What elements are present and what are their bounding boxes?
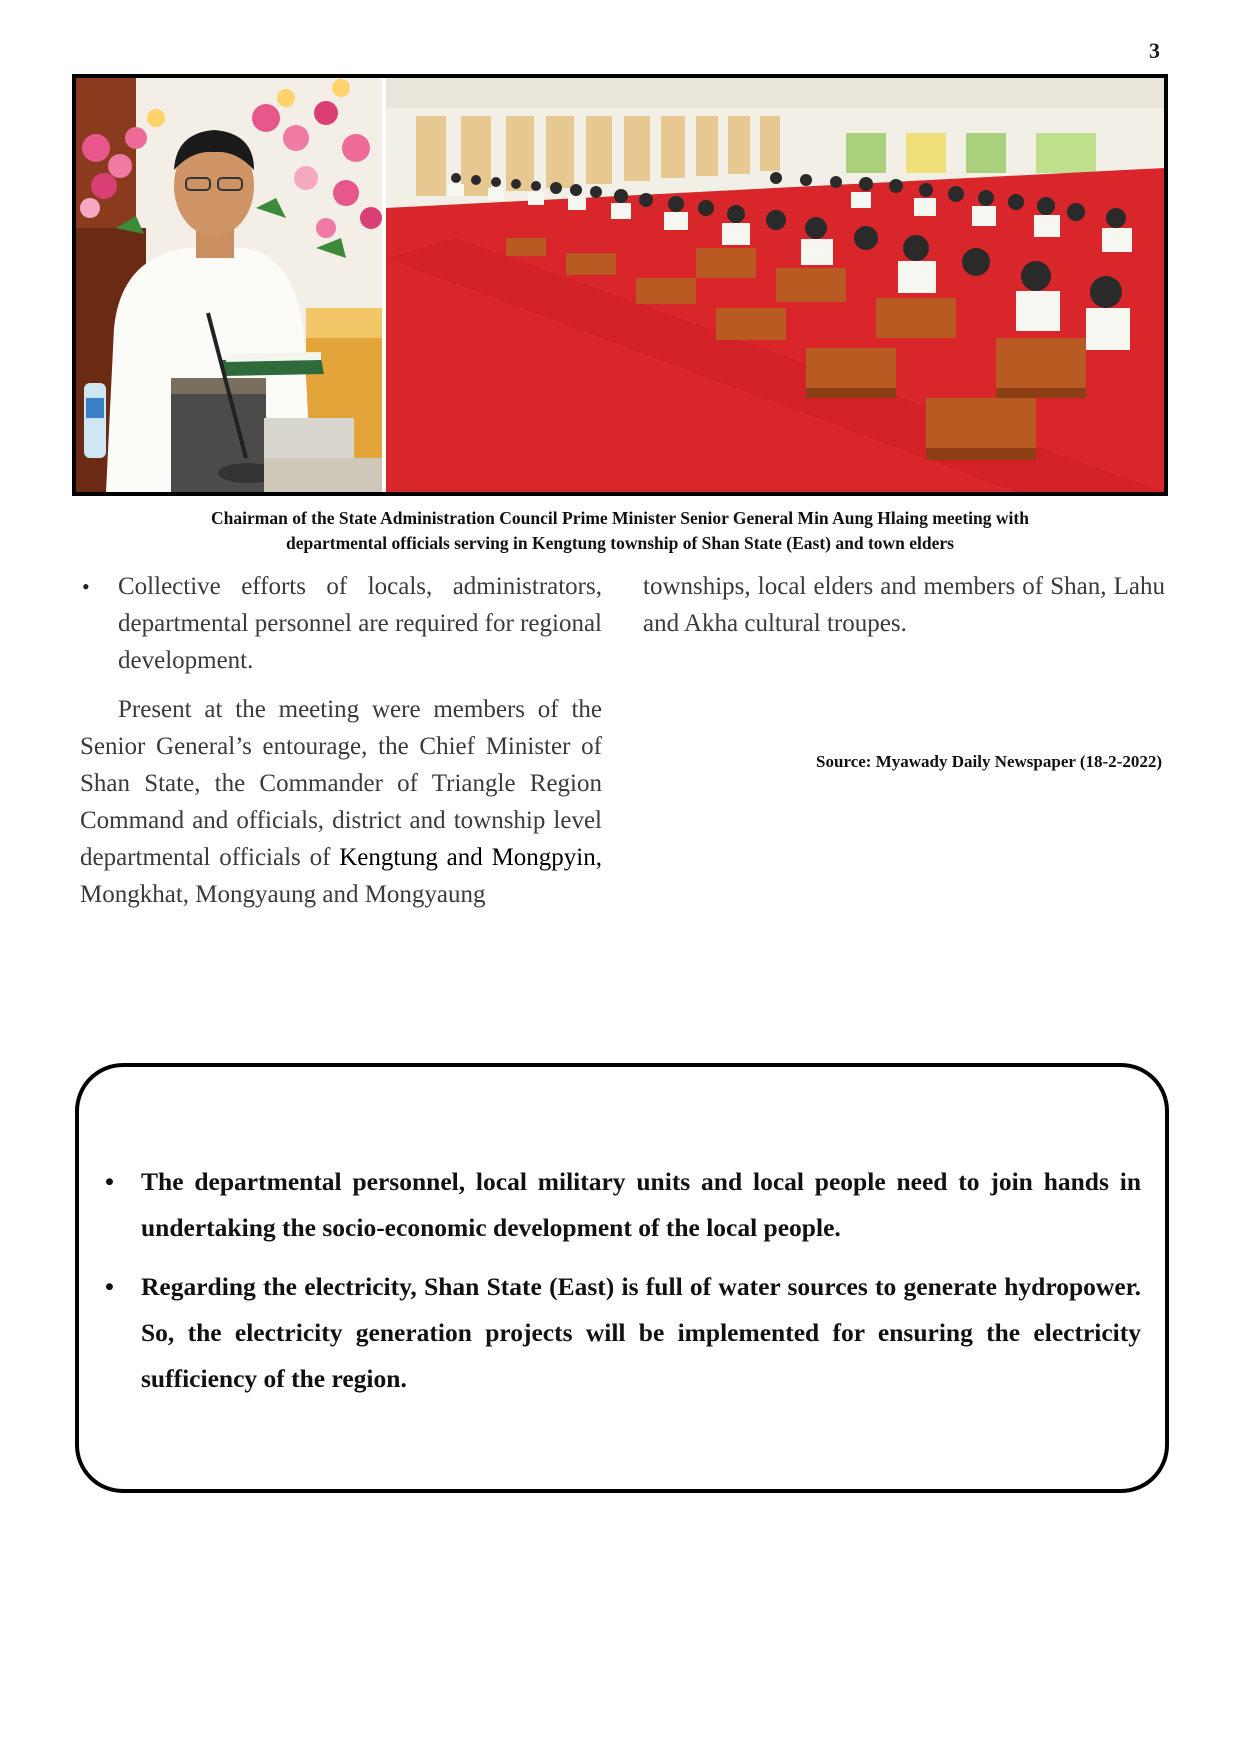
paragraph-left-tail: Mongkhat, Mongyaung and Mongyaung	[80, 881, 486, 908]
place-kengtung: Kengtung	[339, 844, 438, 871]
caption-line-1: Chairman of the State Administration Council Prime Minister Senior General Min Aung Hlaing meeting with	[211, 508, 1029, 528]
article-bullet-list	[80, 568, 602, 679]
highlight-list	[105, 1159, 1141, 1415]
article-column-left	[80, 568, 602, 913]
page-number: 3	[1149, 38, 1160, 63]
photo-right-panel	[386, 78, 1164, 492]
photo-left-panel	[76, 78, 382, 492]
article-paragraph	[80, 691, 602, 913]
place-mongpyin: Mongpyin,	[491, 844, 602, 871]
article-bullet: • Collective efforts of locals, administrators, departmental personnel are required for regional development.	[80, 568, 602, 679]
paragraph-continuation: townships, local elders and members of Shan, Lahu and Akha cultural troupes.	[643, 573, 1165, 637]
conj-and: and	[437, 844, 492, 871]
news-photo	[72, 74, 1168, 496]
source-credit: Source: Myawady Daily Newspaper (18-2-2022)	[816, 752, 1162, 771]
highlight-box	[75, 1063, 1169, 1493]
article-column-right	[643, 568, 1165, 642]
caption-line-2: departmental officials serving in Kengtung township of Shan State (East) and town elders	[286, 533, 954, 553]
photo-caption	[72, 506, 1168, 556]
highlight-item: • The departmental personnel, local military units and local people need to join hands in undertaking the socio-economic development of the local people.	[105, 1159, 1141, 1251]
paragraph-start: Present at the meeting were members of the Senior General’s entourage, the Chief Minister of Shan State, the Commander of Triangle Region Command and officials, district and township level departmental officials of	[80, 696, 602, 871]
highlight-item: • Regarding the electricity, Shan State (East) is full of water sources to generate hydropower. So, the electricity generation projects will be implemented for ensuring the electricity sufficiency of the region.	[105, 1264, 1141, 1402]
